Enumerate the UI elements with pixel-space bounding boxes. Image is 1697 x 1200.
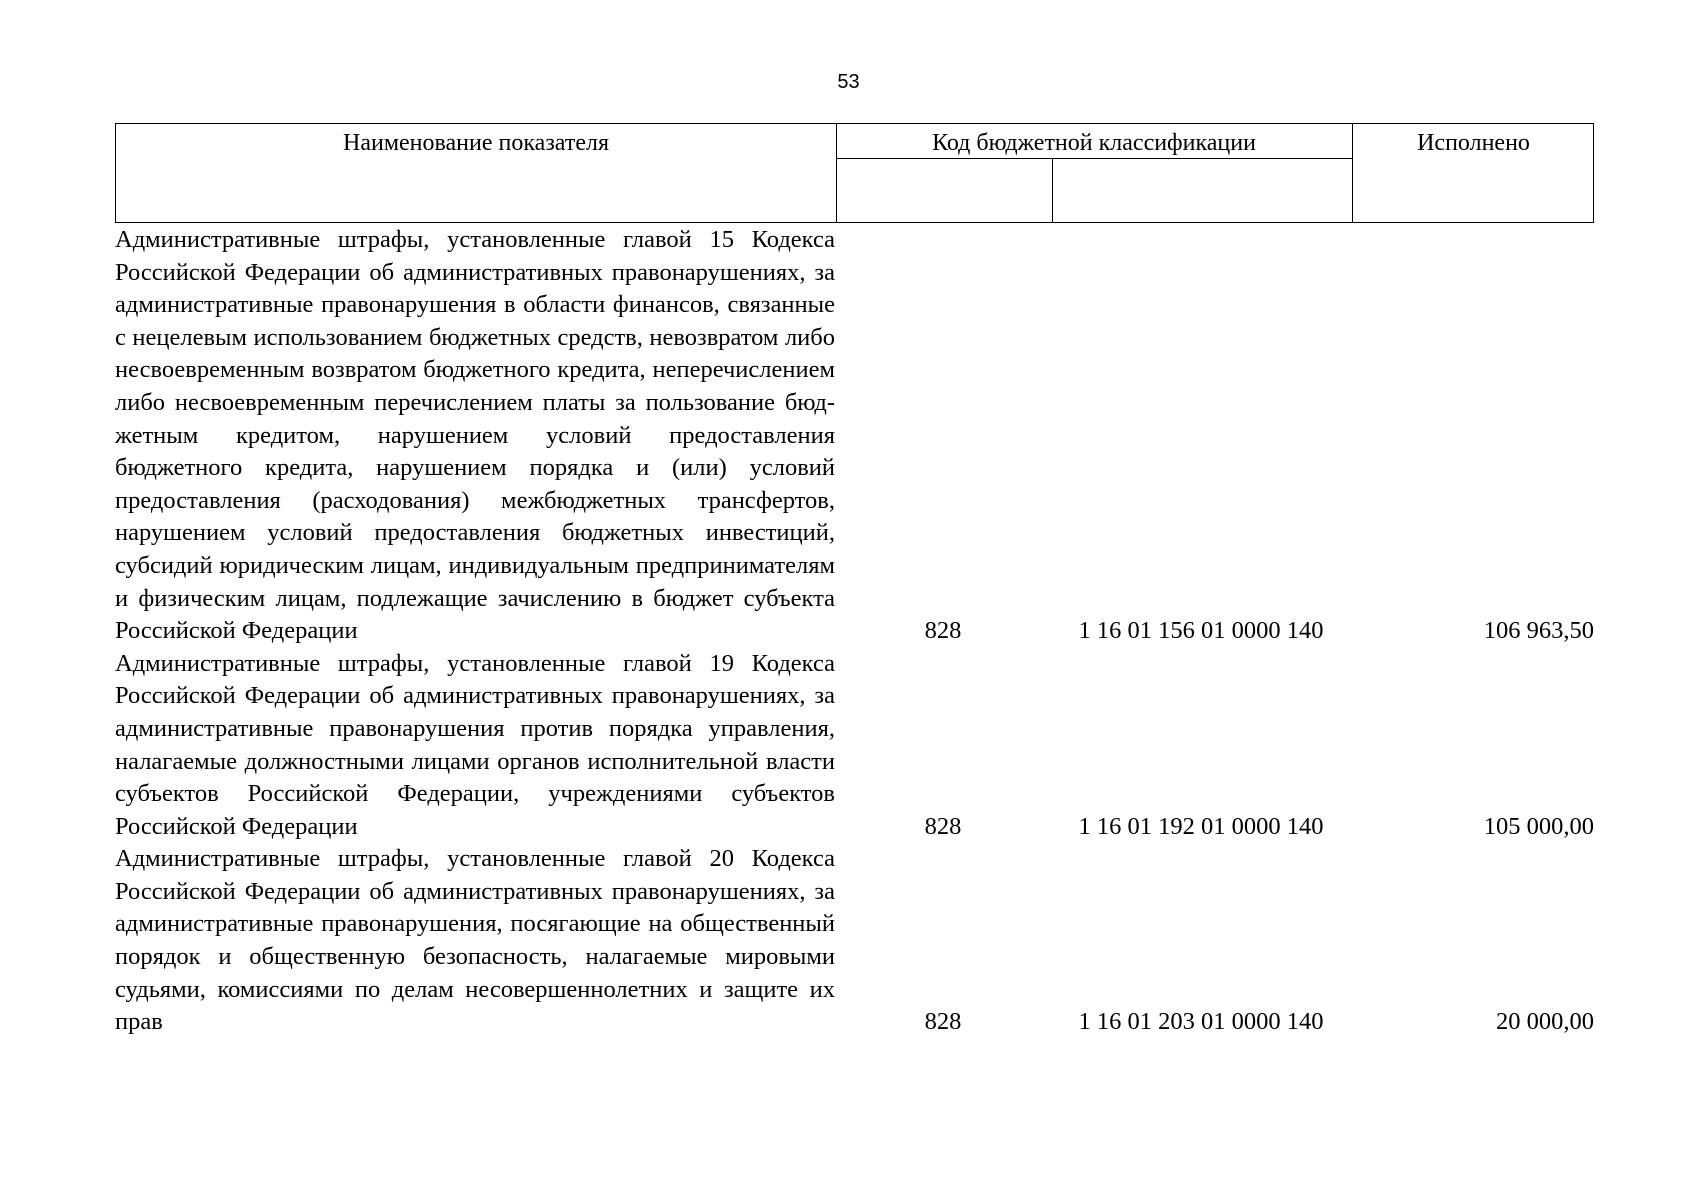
table-row [115, 843, 1594, 1039]
indicator-name: Административные штрафы, установленные главой 19 Кодекса Российской Федерации об административных правонарушениях, за административные правонарушения против порядка управления, налагаемые должностными лицами органов исполнительной власти субъектов Российской Федерации, учреждениями субъектов Российской Федерации [115, 649, 835, 840]
admin-code: 828 [924, 812, 962, 840]
budget-code: 1 16 01 192 01 0000 140 [1078, 812, 1324, 840]
header-code: Код бюджетной классификации [932, 130, 1256, 156]
table-body [115, 224, 1594, 1039]
table-row [115, 648, 1594, 844]
header-code-underline [836, 158, 1352, 159]
admin-code: 828 [924, 1008, 962, 1036]
indicator-name: Административные штрафы, установленные главой 20 Кодекса Российской Федерации об административных правонарушениях, за административные правонарушения, посягающие на общественный порядок и общественную безопасность, налагаемые мировыми судьями, комиссиями по делам несовершеннолетних и защите их прав [115, 845, 835, 1036]
budget-code: 1 16 01 203 01 0000 140 [1078, 1008, 1324, 1036]
budget-code: 1 16 01 156 01 0000 140 [1078, 617, 1324, 645]
executed-amount: 20 000,00 [1496, 1008, 1594, 1036]
executed-amount: 106 963,50 [1483, 617, 1594, 645]
table-header [115, 123, 1594, 223]
header-name: Наименование показателя [343, 130, 609, 156]
table-row [115, 224, 1594, 648]
page-number: 53 [837, 71, 860, 93]
indicator-name: Административные штрафы, установленные главой 15 Кодекса Российской Федерации об административных правонарушениях, за административные правонарушения в области финансов, связанные с нецелевым использованием бюджетных средств, невозвратом либо несвоевременным возвратом бюджетного кредита, неперечислением либо несвоевременным перечислением платы за пользование бюджетным кредитом, нарушением условий предоставления бюджетного кредита, нарушением порядка и (или) условий предоставления (расходования) межбюджетных трансфертов, нарушением условий предоставления бюджетных инвестиций, субсидий юридическим лицам, индивидуальным предпринимателям и физическим лицам, подлежащие зачислению в бюджет субъекта Российской Федерации [115, 226, 835, 645]
header-subdivider [1052, 158, 1053, 222]
executed-amount: 105 000,00 [1483, 812, 1594, 840]
admin-code: 828 [924, 617, 962, 645]
header-executed: Исполнено [1417, 130, 1530, 156]
